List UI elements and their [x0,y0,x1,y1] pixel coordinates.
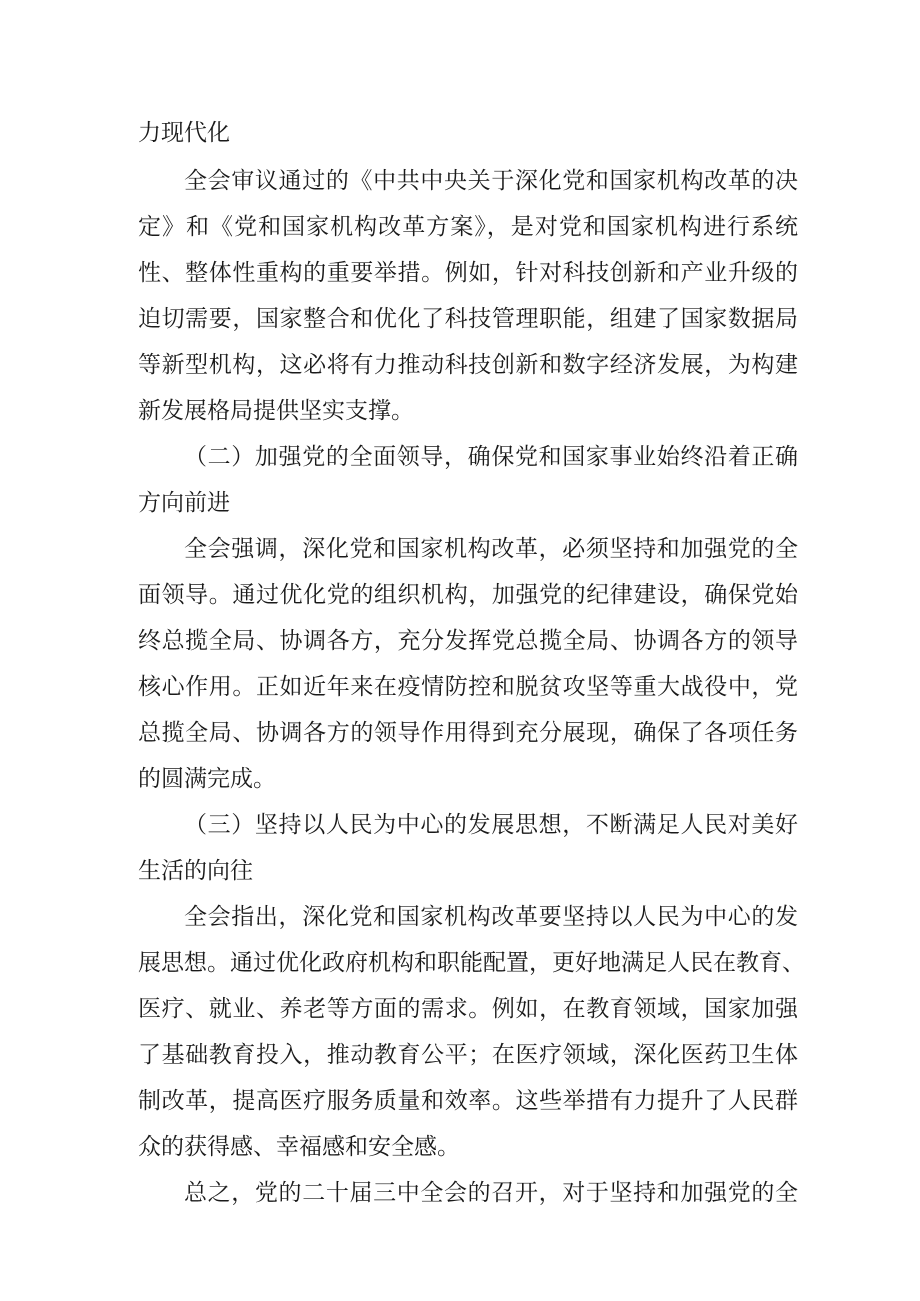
paragraph-line: 迫切需要，国家整合和优化了科技管理职能，组建了国家数据局 [138,306,798,332]
section-heading-continuation: 方向前进 [138,490,230,516]
section-heading: （三）坚持以人民为中心的发展思想，不断满足人民对美好 [184,812,798,838]
paragraph-first-line: 全会审议通过的《中共中央关于深化党和国家机构改革的决 [184,168,798,194]
paragraph-line: 终总揽全局、协调各方，充分发挥党总揽全局、协调各方的领导 [138,628,798,654]
paragraph-line: 制改革，提高医疗服务质量和效率。这些举措有力提升了人民群 [138,1088,798,1114]
paragraph-line: 核心作用。正如近年来在疫情防控和脱贫攻坚等重大战役中，党 [138,674,798,700]
paragraph-line: 了基础教育投入，推动教育公平；在医疗领域，深化医药卫生体 [138,1042,798,1068]
paragraph-line: 总揽全局、协调各方的领导作用得到充分展现，确保了各项任务 [138,720,798,746]
paragraph-line: 医疗、就业、养老等方面的需求。例如，在教育领域，国家加强 [138,996,798,1022]
section-heading: （二）加强党的全面领导，确保党和国家事业始终沿着正确 [184,444,798,470]
paragraph-line: 定》和《党和国家机构改革方案》，是对党和国家机构进行系统 [138,214,798,240]
paragraph-line: 性、整体性重构的重要举措。例如，针对科技创新和产业升级的 [138,260,798,286]
paragraph-first-line: 全会强调，深化党和国家机构改革，必须坚持和加强党的全 [184,536,798,562]
paragraph-line: 展思想。通过优化政府机构和职能配置，更好地满足人民在教育、 [138,950,805,976]
paragraph-line: 众的获得感、幸福感和安全感。 [138,1134,460,1160]
paragraph-line: 的圆满完成。 [138,766,276,792]
paragraph-line: 面领导。通过优化党的组织机构，加强党的纪律建设，确保党始 [138,582,798,608]
paragraph-first-line: 全会指出，深化党和国家机构改革要坚持以人民为中心的发 [184,904,798,930]
paragraph-line: 新发展格局提供坚实支撑。 [138,398,414,424]
section-heading-continuation: 生活的向往 [138,858,253,884]
paragraph-line: 等新型机构，这必将有力推动科技创新和数字经济发展，为构建 [138,352,798,378]
paragraph-first-line: 总之，党的二十届三中全会的召开，对于坚持和加强党的全 [184,1180,798,1206]
paragraph-line: 力现代化 [138,120,230,146]
